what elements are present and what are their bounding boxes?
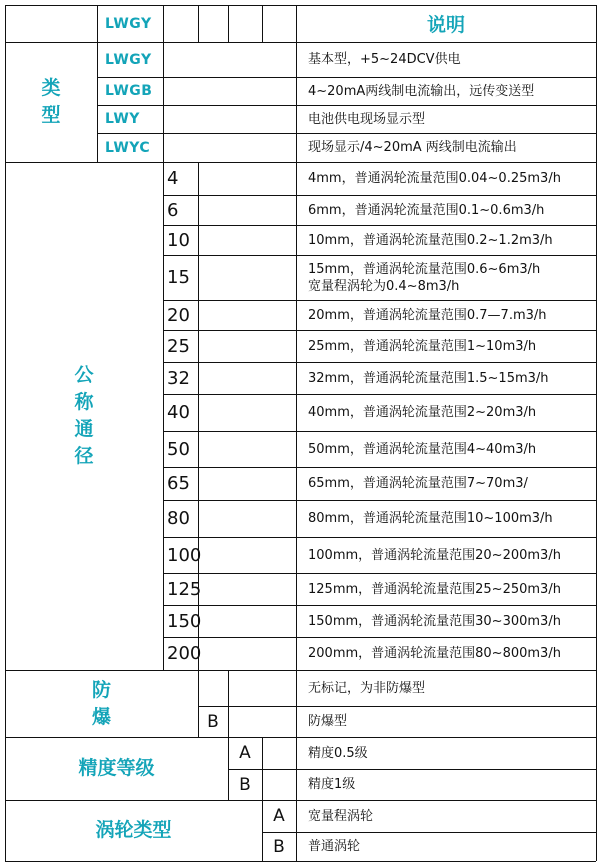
diameter-size: 20	[167, 304, 190, 326]
diameter-desc	[296, 162, 600, 195]
desc-line: 65mm，普通涡轮流量范围7~70m3/	[308, 476, 528, 491]
diameter-size: 125	[167, 578, 202, 600]
group-turbine-label: 涡轮类型	[95, 819, 172, 841]
group-char: 公	[74, 364, 94, 386]
accuracy-code: A	[239, 743, 251, 763]
diameter-desc	[296, 431, 600, 467]
type-desc: 基本型，+5~24DCV供电	[308, 52, 461, 67]
group-char: 通	[74, 418, 94, 440]
diameter-desc	[296, 605, 600, 637]
type-code: LWGB	[105, 83, 153, 99]
explosion-desc: 防爆型	[308, 714, 348, 729]
group-type-label	[5, 42, 97, 162]
diameter-desc	[296, 467, 600, 500]
desc-line: 32mm，普通涡轮流量范围1.5~15m3/h	[308, 370, 549, 386]
turbine-code: B	[273, 836, 285, 857]
diameter-size: 15	[167, 267, 190, 288]
diameter-desc	[296, 573, 600, 605]
desc-line: 4mm，普通涡轮流量范围0.04~0.25m3/h	[308, 171, 561, 186]
group-char: 径	[74, 445, 94, 467]
diameter-desc	[296, 362, 600, 394]
group-char: 爆	[91, 705, 111, 728]
diameter-desc	[296, 537, 600, 573]
diameter-size: 200	[167, 643, 202, 664]
diameter-desc	[296, 225, 600, 255]
diameter-size: 32	[167, 367, 190, 389]
desc-line: 15mm，普通涡轮流量范围0.6~6m3/h	[308, 261, 541, 277]
rule-vertical	[198, 5, 199, 42]
type-desc: 4~20mA两线制电流输出，远传变送型	[308, 83, 535, 99]
desc-line: 200mm，普通涡轮流量范围80~800m3/h	[308, 646, 561, 661]
header-title: 说明	[426, 14, 465, 36]
desc-line: 80mm，普通涡轮流量范围10~100m3/h	[308, 511, 553, 526]
type-desc: 电池供电现场显示型	[308, 111, 426, 127]
diameter-size: 6	[167, 199, 179, 221]
desc-line: 10mm，普通涡轮流量范围0.2~1.2m3/h	[308, 232, 553, 248]
group-explosion-label	[5, 670, 198, 737]
desc-line: 宽量程涡轮为0.4~8m3/h	[308, 278, 460, 294]
desc-line: 150mm，普通涡轮流量范围30~300m3/h	[308, 613, 561, 629]
desc-line: 50mm，普通涡轮流量范围4~40m3/h	[308, 441, 537, 457]
desc-line: 40mm，普通涡轮流量范围2~20m3/h	[308, 405, 537, 420]
desc-line: 20mm，普通涡轮流量范围0.7—7.m3/h	[308, 307, 547, 323]
group-accuracy-label: 精度等级	[78, 757, 155, 779]
type-desc: 现场显示/4~20mA 两线制电流输出	[308, 140, 517, 155]
diameter-size: 150	[167, 610, 202, 632]
accuracy-desc: 精度0.5级	[308, 745, 368, 761]
group-char: 类	[41, 77, 61, 99]
diameter-size: 65	[167, 473, 190, 494]
diameter-desc	[296, 637, 600, 670]
accuracy-desc: 精度1级	[308, 777, 356, 792]
accuracy-code: B	[239, 774, 251, 795]
type-code: LWGY	[105, 51, 152, 68]
group-char: 防	[91, 678, 111, 701]
diameter-desc	[296, 394, 600, 431]
rule-vertical	[228, 5, 229, 42]
header-code: LWGY	[105, 15, 152, 32]
desc-line: 125mm，普通涡轮流量范围25~250m3/h	[308, 581, 561, 597]
diameter-desc	[296, 195, 600, 225]
diameter-desc	[296, 330, 600, 362]
group-char: 称	[74, 391, 94, 413]
diameter-size: 25	[167, 335, 190, 357]
desc-line: 100mm，普通涡轮流量范围20~200m3/h	[308, 547, 561, 563]
explosion-code	[198, 670, 228, 706]
desc-line: 6mm，普通涡轮流量范围0.1~0.6m3/h	[308, 202, 545, 218]
turbine-desc: 普通涡轮	[308, 839, 361, 854]
turbine-desc: 宽量程涡轮	[308, 808, 374, 824]
diameter-desc	[296, 300, 600, 330]
type-code: LWY	[105, 111, 140, 127]
group-char: 型	[41, 104, 61, 126]
diameter-size: 50	[167, 438, 190, 460]
desc-line: 25mm，普通涡轮流量范围1~10m3/h	[308, 338, 537, 354]
diameter-desc	[296, 500, 600, 537]
explosion-desc: 无标记，为非防爆型	[308, 680, 426, 696]
diameter-size: 10	[167, 229, 190, 251]
type-code: LWYC	[105, 139, 151, 156]
diameter-size: 100	[167, 544, 202, 566]
explosion-code: B	[207, 711, 219, 732]
rule-vertical	[262, 5, 263, 42]
turbine-code: A	[273, 806, 285, 826]
diameter-size: 4	[167, 168, 179, 189]
diameter-desc	[296, 255, 600, 300]
group-diameter-label	[5, 162, 163, 670]
diameter-size: 40	[167, 402, 190, 423]
diameter-size: 80	[167, 508, 190, 529]
